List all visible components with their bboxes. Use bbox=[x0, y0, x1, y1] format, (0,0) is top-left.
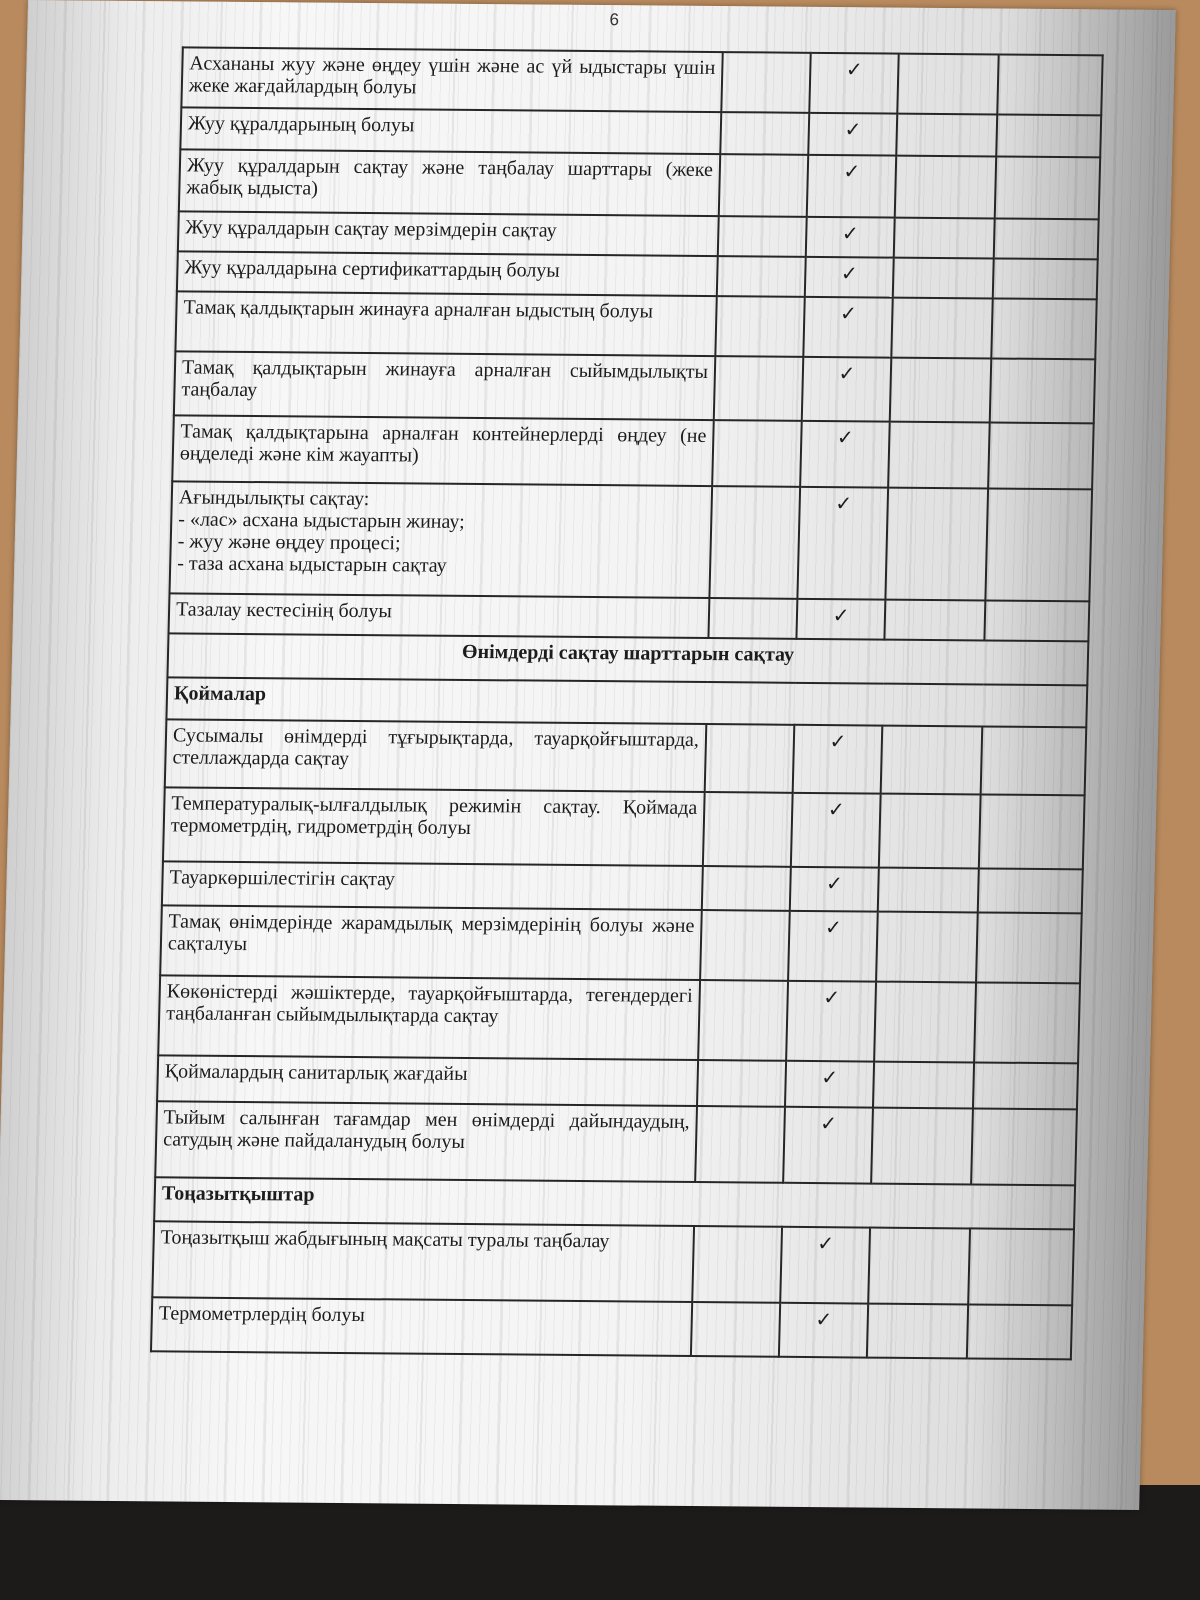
checklist-row bbox=[157, 1055, 1078, 1109]
empty-cell bbox=[879, 794, 981, 869]
empty-cell bbox=[981, 726, 1087, 795]
checklist-row bbox=[179, 149, 1100, 219]
requirement-text: Тоңазытқыш жабдығының мақсаты туралы таңбалау bbox=[152, 1221, 694, 1302]
empty-cell bbox=[691, 1302, 780, 1357]
empty-cell bbox=[994, 218, 1099, 259]
empty-cell bbox=[720, 112, 809, 155]
empty-cell bbox=[695, 1106, 785, 1183]
empty-cell bbox=[990, 358, 1096, 423]
empty-cell bbox=[698, 980, 788, 1061]
empty-cell bbox=[878, 868, 979, 913]
requirement-text: Тауаркөршілестігін сақтау bbox=[162, 861, 703, 910]
inspection-checklist-table bbox=[150, 46, 1104, 1360]
empty-cell bbox=[703, 792, 793, 867]
empty-cell bbox=[871, 1108, 973, 1185]
check-mark-icon: ✓ bbox=[806, 217, 895, 258]
empty-cell bbox=[897, 54, 998, 115]
requirement-text: Асхананы жуу және өңдеу үшін және ас үй ыдыстары үшін жеке жағдайлардың болуы bbox=[181, 47, 722, 112]
check-mark-icon: ✓ bbox=[785, 1061, 874, 1108]
empty-cell bbox=[705, 724, 795, 793]
empty-cell bbox=[971, 1108, 1077, 1185]
checklist-row bbox=[163, 787, 1085, 869]
check-mark-icon: ✓ bbox=[808, 113, 897, 156]
empty-cell bbox=[997, 54, 1102, 115]
check-mark-icon: ✓ bbox=[790, 867, 879, 912]
empty-cell bbox=[715, 296, 804, 357]
empty-cell bbox=[876, 912, 978, 983]
requirement-line: - таза асхана ыдыстарын сақтау bbox=[176, 552, 447, 577]
empty-cell bbox=[995, 156, 1100, 219]
empty-cell bbox=[868, 1228, 970, 1305]
empty-cell bbox=[714, 356, 804, 421]
requirement-text: Тазалау кестесінің болуы bbox=[169, 593, 710, 638]
empty-cell bbox=[973, 1062, 1078, 1109]
check-mark-icon: ✓ bbox=[797, 487, 888, 600]
checklist-row bbox=[165, 719, 1087, 795]
check-mark-icon: ✓ bbox=[809, 53, 898, 114]
empty-cell bbox=[984, 600, 1089, 641]
subsection-title-fridges: Тоңазытқыштар bbox=[154, 1177, 1075, 1229]
empty-cell bbox=[968, 1228, 1074, 1305]
empty-cell bbox=[697, 1060, 786, 1107]
requirement-text: Термометрлердің болуы bbox=[151, 1297, 692, 1356]
check-mark-icon: ✓ bbox=[805, 257, 894, 298]
checklist-row bbox=[155, 1101, 1077, 1185]
empty-cell bbox=[976, 912, 1082, 983]
requirement-line: Ағындылықты сақтау: bbox=[178, 486, 370, 511]
requirement-text: Жуу құралдарының болуы bbox=[180, 107, 721, 154]
requirement-text: Көкөністерді жәшіктерде, тауарқойғыштарда, тегендердегі таңбаланған сыйымдылықтарда сақтау bbox=[158, 975, 700, 1060]
checklist-row bbox=[160, 905, 1082, 983]
requirement-text: Сусымалы өнімдерді тұғырықтарда, тауарқойғыштарда, стеллаждарда сақтау bbox=[165, 719, 707, 792]
checklist-row bbox=[181, 47, 1102, 115]
check-mark-icon: ✓ bbox=[779, 1303, 868, 1358]
empty-cell bbox=[708, 598, 797, 639]
empty-cell bbox=[996, 114, 1101, 157]
empty-cell bbox=[891, 298, 992, 359]
empty-cell bbox=[873, 1062, 974, 1109]
requirement-line: - «лас» асхана ыдыстарын жинау; bbox=[178, 508, 465, 533]
empty-cell bbox=[894, 218, 995, 259]
checklist-row bbox=[174, 351, 1095, 423]
check-mark-icon: ✓ bbox=[802, 357, 892, 422]
empty-cell bbox=[896, 114, 997, 157]
empty-cell bbox=[709, 486, 800, 599]
empty-cell bbox=[712, 420, 802, 487]
empty-cell bbox=[888, 422, 990, 489]
check-mark-icon: ✓ bbox=[788, 911, 878, 982]
empty-cell bbox=[985, 488, 1092, 601]
checklist-row bbox=[170, 481, 1093, 601]
empty-cell bbox=[874, 982, 976, 1063]
empty-cell bbox=[979, 794, 1085, 869]
empty-cell bbox=[991, 298, 1096, 359]
requirement-text: Тамақ қалдықтарын жинауға арналған сыйымдылықты таңбалау bbox=[174, 351, 715, 420]
empty-cell bbox=[717, 256, 806, 297]
requirement-text: Жуу құралдарын сақтау мерзімдерін сақтау bbox=[178, 211, 719, 256]
checklist-row bbox=[172, 415, 1093, 489]
subsection-title-storage: Қоймалар bbox=[166, 677, 1087, 727]
empty-cell bbox=[893, 258, 994, 299]
check-mark-icon: ✓ bbox=[791, 793, 881, 868]
requirement-text: Жуу құралдарына сертификаттардың болуы bbox=[177, 251, 718, 296]
check-mark-icon: ✓ bbox=[807, 155, 896, 218]
empty-cell bbox=[895, 156, 996, 219]
requirement-text: Тамақ қалдықтарына арналған контейнерлерді өңдеу (не өңделеді және кім жауапты) bbox=[172, 415, 714, 486]
empty-cell bbox=[702, 866, 791, 911]
page-number: 6 bbox=[609, 10, 620, 30]
checklist-row bbox=[175, 291, 1096, 359]
check-mark-icon: ✓ bbox=[786, 981, 876, 1062]
checklist-row bbox=[158, 975, 1080, 1063]
empty-cell bbox=[974, 982, 1080, 1063]
empty-cell bbox=[890, 358, 992, 423]
empty-cell bbox=[978, 868, 1083, 913]
empty-cell bbox=[721, 52, 810, 113]
empty-cell bbox=[700, 910, 790, 981]
check-mark-icon: ✓ bbox=[796, 599, 885, 640]
requirement-text: Жуу құралдарын сақтау және таңбалау шарттары (жеке жабық ыдыста) bbox=[179, 149, 720, 216]
requirement-text: Қоймалардың санитарлық жағдайы bbox=[157, 1055, 698, 1106]
requirement-text bbox=[170, 481, 713, 598]
empty-cell bbox=[692, 1226, 782, 1303]
empty-cell bbox=[884, 600, 985, 641]
empty-cell bbox=[881, 726, 983, 795]
check-mark-icon: ✓ bbox=[780, 1227, 870, 1304]
check-mark-icon: ✓ bbox=[803, 297, 892, 358]
checklist-row bbox=[152, 1221, 1074, 1305]
empty-cell bbox=[967, 1304, 1072, 1359]
requirement-text: Тыйым салынған тағамдар мен өнімдерді дайындаудың, сатудың және пайдаланудың болуы bbox=[155, 1101, 697, 1182]
empty-cell bbox=[718, 216, 807, 257]
check-mark-icon: ✓ bbox=[783, 1107, 873, 1184]
empty-cell bbox=[719, 154, 808, 217]
empty-cell bbox=[988, 422, 1094, 489]
requirement-line: - жуу және өңдеу процесі; bbox=[177, 530, 401, 555]
check-mark-icon: ✓ bbox=[793, 725, 883, 794]
empty-cell bbox=[885, 488, 988, 601]
requirement-text: Температуралық-ылғалдылық режимін сақтау. Қоймада термометрдің, гидрометрдің болуы bbox=[163, 787, 705, 866]
requirement-text: Тамақ қалдықтарын жинауға арналған ыдыстың болуы bbox=[175, 291, 716, 356]
requirement-text: Тамақ өнімдерінде жарамдылық мерзімдерінің болуы және сақталуы bbox=[160, 905, 702, 980]
check-mark-icon: ✓ bbox=[800, 421, 890, 488]
empty-cell bbox=[993, 258, 1098, 299]
section-title: Өнімдерді сақтау шарттарын сақтау bbox=[167, 633, 1088, 685]
empty-cell bbox=[867, 1304, 968, 1359]
checklist-row bbox=[151, 1297, 1072, 1359]
